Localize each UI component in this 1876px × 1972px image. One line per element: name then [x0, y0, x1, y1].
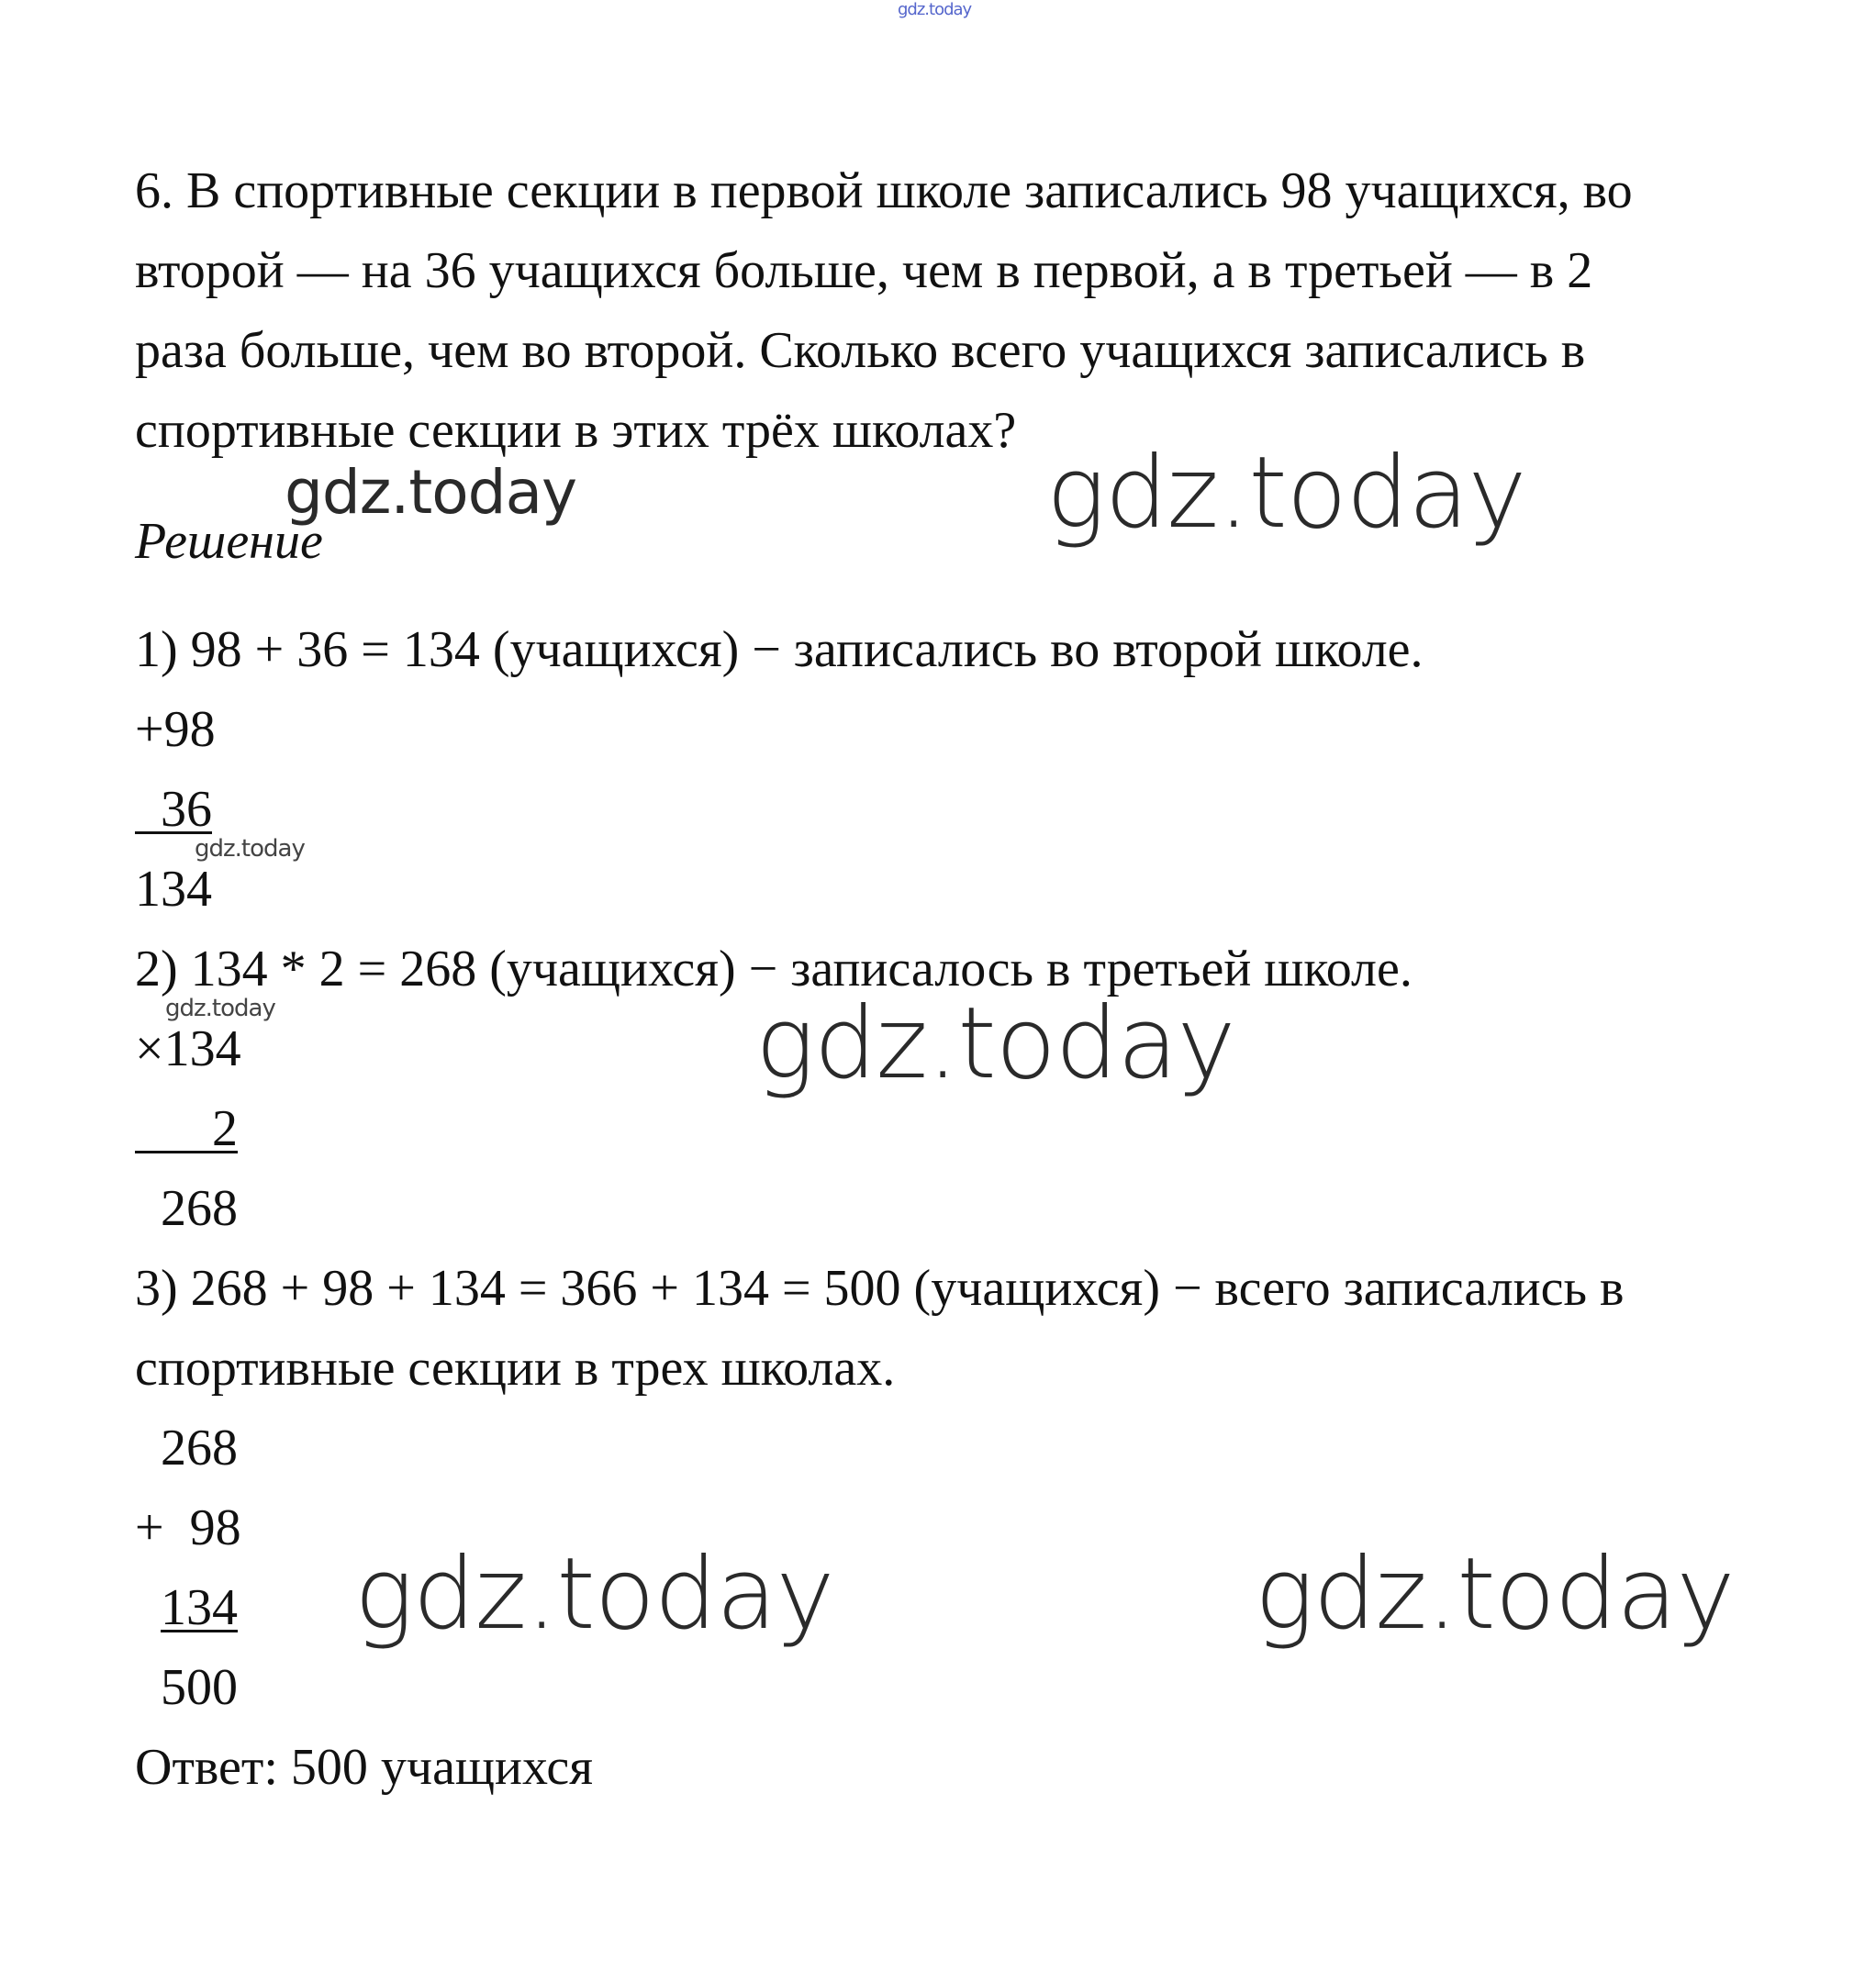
step3-column-addend-2: 98 [189, 1499, 241, 1556]
problem-line-4: спортивные секции в этих трёх школах? [135, 402, 1017, 459]
step3-text-line2: спортивные секции в трех школах. [135, 1340, 896, 1397]
step1-column-line1: +98 [135, 701, 216, 758]
step2-text: 2) 134 * 2 = 268 (учащихся) − записалось в третьей школе. [135, 941, 1413, 997]
step2-column-line2 [135, 1100, 238, 1157]
answer-line: Ответ: 500 учащихся [135, 1739, 594, 1796]
watermark-3: gdz.today [195, 835, 305, 863]
watermark-5: gdz.today [755, 986, 1235, 1101]
step3-column-addend-3: 134 [161, 1579, 238, 1636]
step1-column-result: 134 [135, 861, 212, 918]
step3-column-plus-sign: + [135, 1499, 164, 1556]
problem-line-2: второй — на 36 учащихся больше, чем в первой, а в третьей — в 2 [135, 242, 1593, 299]
watermark-6: gdz.today [354, 1537, 834, 1652]
watermark-1: gdz.today [285, 457, 577, 528]
solution-heading: Решение [135, 513, 323, 570]
step3-text-line1: 3) 268 + 98 + 134 = 366 + 134 = 500 (учащихся) − всего записались в [135, 1260, 1625, 1317]
step2-column-line1: ×134 [135, 1020, 241, 1077]
step3-column-result: 500 [161, 1659, 238, 1716]
problem-line-3: раза больше, чем во второй. Сколько всего учащихся записались в [135, 322, 1586, 379]
step1-column-line2 [135, 781, 212, 838]
step2-column-multiplier: 2 [212, 1100, 238, 1157]
watermark-top: gdz.today [898, 0, 972, 19]
step3-column-line3 [161, 1579, 238, 1636]
step3-column-line1: 268 [161, 1420, 238, 1476]
step2-column-result: 268 [161, 1180, 238, 1237]
problem-line-1: 6. В спортивные секции в первой школе записались 98 учащихся, во [135, 162, 1633, 219]
step1-text: 1) 98 + 36 = 134 (учащихся) − записались во второй школе. [135, 621, 1424, 678]
watermark-2: gdz.today [1046, 436, 1526, 551]
watermark-4: gdz.today [165, 995, 275, 1022]
step1-column-addend: 36 [161, 781, 212, 838]
step3-column-line2 [135, 1499, 241, 1556]
watermark-7: gdz.today [1255, 1537, 1735, 1652]
